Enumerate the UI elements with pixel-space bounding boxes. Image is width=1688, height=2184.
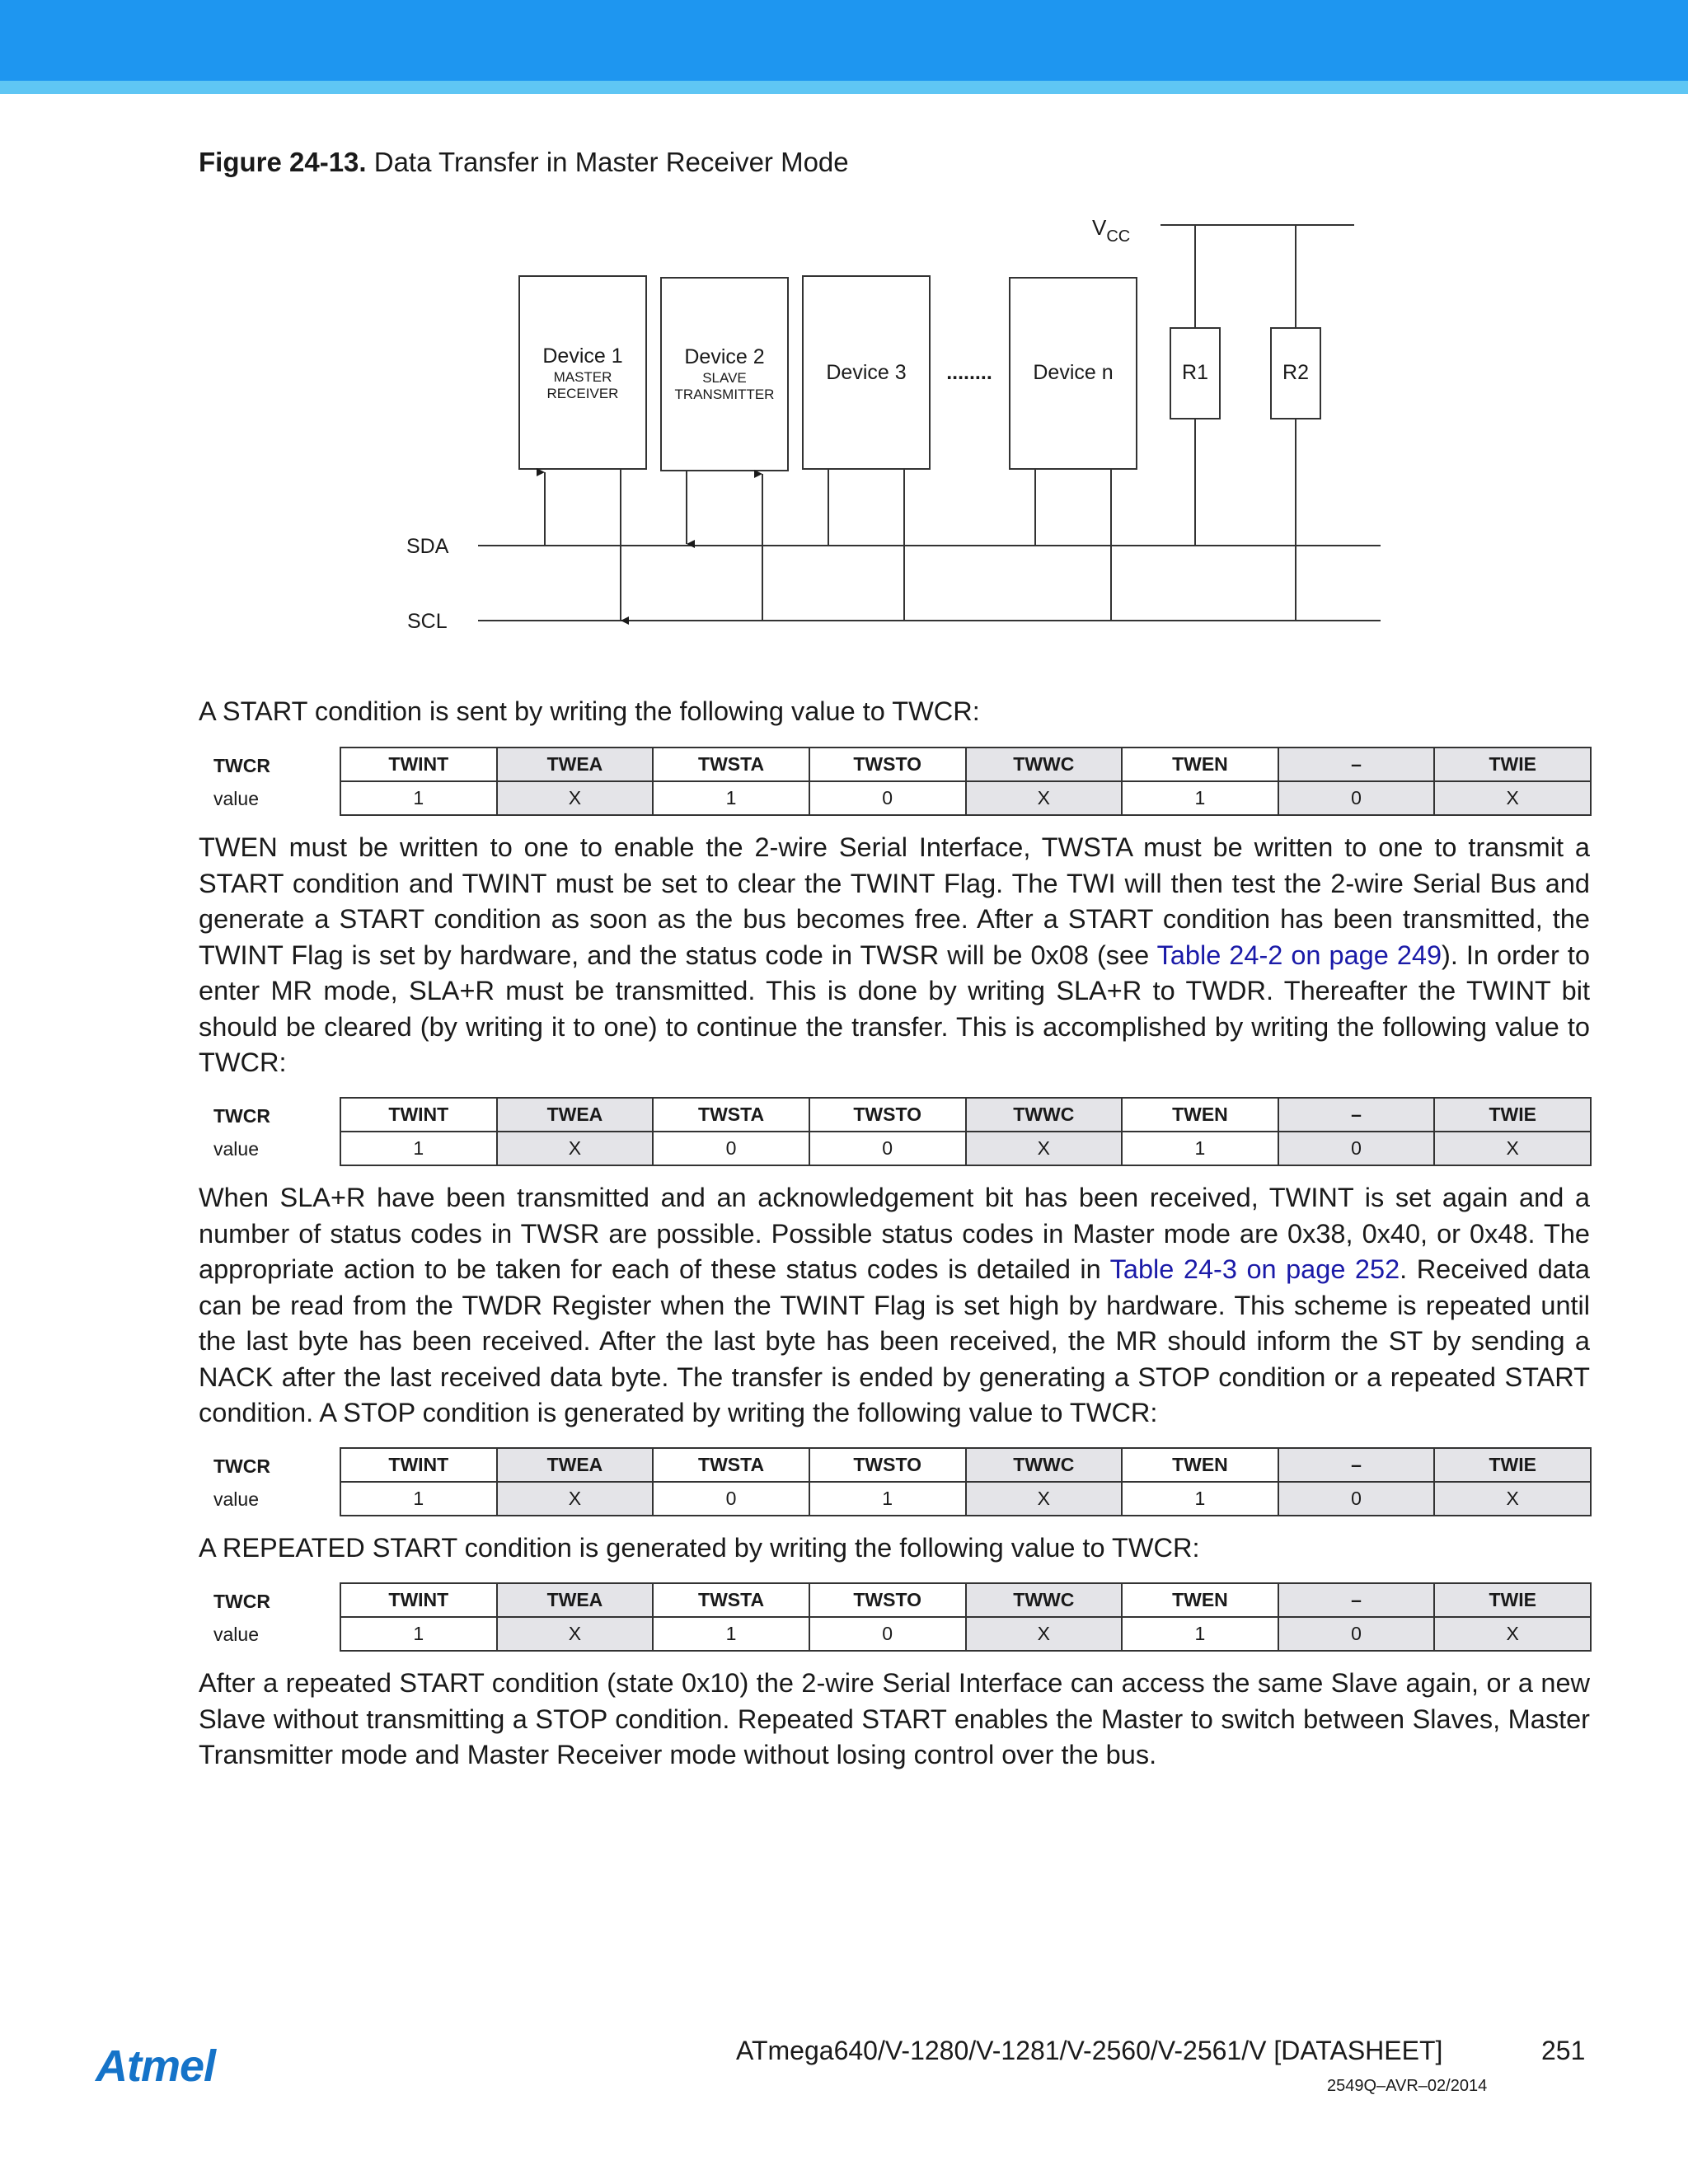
bit-value: X (497, 1617, 654, 1651)
paragraph-text: ). In order to enter MR mode, SLA+R must be transmitted. This is done by writing SLA+R to TWDR. Thereafter the TWINT bit should be cleared (by writing it to one) to continue the transfer. This is accomplished by writing the following value to TWCR: (199, 940, 1590, 1077)
bit-value: X (1434, 1132, 1591, 1165)
bit-header: TWEA (497, 748, 654, 781)
footer-document-code: 2549Q–AVR–02/2014 (1327, 2077, 1488, 2095)
register-label: TWCR (213, 1105, 270, 1127)
bit-header: TWIE (1434, 1098, 1591, 1132)
bit-value: X (1434, 781, 1591, 815)
footer-page-number: 251 (1541, 2036, 1586, 2065)
paragraph-text: When SLA+R have been transmitted and an acknowledgement bit has been received, TWINT is set again and a number of status codes in TWSR are possible. Possible status codes in Master mode are 0x38, 0x40, or 0x48. The appropriate action to be taken for each of these status codes is detailed in (199, 1183, 1590, 1284)
bit-header: TWEA (497, 1448, 654, 1482)
bit-header: TWWC (966, 1098, 1123, 1132)
bit-header: TWINT (340, 1583, 497, 1617)
bit-value: 1 (809, 1482, 966, 1516)
r1-label: R1 (1182, 361, 1208, 384)
atmel-logo: Atmel (96, 2041, 216, 2091)
bit-value: 0 (1278, 781, 1435, 815)
bit-header: TWSTA (653, 748, 809, 781)
bit-header: TWWC (966, 1448, 1123, 1482)
bit-value: X (1434, 1617, 1591, 1651)
device-1-role-1: MASTER (553, 369, 612, 385)
vcc-label: $V_{CC}$ (1092, 215, 1131, 246)
bit-value: 1 (653, 781, 809, 815)
bit-header: TWINT (340, 1098, 497, 1132)
paragraph-text: TWEN must be written to one to enable the 2-wire Serial Interface, TWSTA must be written to one to transmit a START condition and TWINT must be set to clear the TWINT Flag. The TWI will then test the 2-wire Serial Bus and generate a START condition as soon as the bus becomes free. After a START condition has been transmitted, the TWINT Flag is set by hardware, and the status code in TWSR will be 0x08 (see (199, 832, 1590, 970)
paragraph-start: A START condition is sent by writing the following value to TWCR: (199, 696, 980, 726)
device-3-name: Device 3 (826, 361, 907, 384)
bit-value: 0 (809, 781, 966, 815)
bit-value: 1 (340, 1617, 497, 1651)
bit-header: – (1278, 1448, 1435, 1482)
bit-header: TWINT (340, 748, 497, 781)
bit-header: TWIE (1434, 1583, 1591, 1617)
register-label: TWCR (213, 755, 270, 776)
bit-header: TWIE (1434, 748, 1591, 781)
bit-header: – (1278, 1098, 1435, 1132)
twcr-table-sla-r (199, 1097, 1592, 1165)
bit-value: 1 (1122, 1617, 1278, 1651)
bit-value: X (966, 781, 1123, 815)
twcr-table-repeated-start (199, 1582, 1592, 1650)
bit-header: TWSTA (653, 1098, 809, 1132)
register-table (340, 747, 1592, 816)
bit-value: 0 (653, 1132, 809, 1165)
bit-header: TWSTO (809, 1583, 966, 1617)
bit-header: TWEA (497, 1098, 654, 1132)
scl-label: SCL (407, 610, 448, 633)
bit-value: 1 (1122, 781, 1278, 815)
bit-value: 1 (340, 1482, 497, 1516)
bit-value: 1 (340, 781, 497, 815)
bit-header: TWSTO (809, 748, 966, 781)
sda-label: SDA (406, 535, 449, 558)
bit-value: 1 (1122, 1482, 1278, 1516)
i2c-bus-diagram (0, 0, 1688, 676)
bit-value: X (497, 781, 654, 815)
bit-value: X (966, 1617, 1123, 1651)
bit-header: TWSTA (653, 1448, 809, 1482)
bit-value: 1 (1122, 1132, 1278, 1165)
paragraph-repeated-start: A REPEATED START condition is generated by writing the following value to TWCR: (199, 1533, 1200, 1563)
bit-header: TWEA (497, 1583, 654, 1617)
bit-value: 1 (340, 1132, 497, 1165)
twcr-table-stop (199, 1447, 1592, 1515)
bit-header: TWSTO (809, 1448, 966, 1482)
device-2-role-2: TRANSMITTER (674, 387, 775, 402)
register-table (340, 1582, 1592, 1652)
device-1-role-2: RECEIVER (546, 386, 619, 401)
paragraph-text: . Received data can be read from the TWDR Register when the TWINT Flag is set high by hardware. This scheme is repeated until the last byte has been received. After the last byte has been received, the MR should inform the ST by sending a NACK after the last received data byte. The transfer is ended by generating a STOP condition or a repeated START condition. A STOP condition is generated by writing the following value to TWCR: (199, 1254, 1590, 1427)
bit-header: TWWC (966, 748, 1123, 781)
bit-value: 0 (653, 1482, 809, 1516)
bit-header: TWWC (966, 1583, 1123, 1617)
footer-document-title: ATmega640/V-1280/V-1281/V-2560/V-2561/V [DATASHEET] (736, 2036, 1443, 2065)
bit-header: TWEN (1122, 748, 1278, 781)
value-label: value (213, 788, 259, 809)
bit-value: 1 (653, 1617, 809, 1651)
bit-value: X (497, 1132, 654, 1165)
device-2-role-1: SLAVE (702, 370, 747, 386)
bit-value: X (497, 1482, 654, 1516)
bit-value: 0 (1278, 1617, 1435, 1651)
device-2-name: Device 2 (684, 345, 765, 368)
figure-title: Data Transfer in Master Receiver Mode (373, 147, 849, 177)
register-table (340, 1097, 1592, 1166)
bit-header: TWINT (340, 1448, 497, 1482)
register-table (340, 1447, 1592, 1516)
device-1-name: Device 1 (542, 344, 623, 368)
bit-header: – (1278, 748, 1435, 781)
link-table-24-3[interactable]: Table 24-3 on page 252 (1109, 1254, 1400, 1284)
bit-value: 0 (809, 1617, 966, 1651)
bit-value: X (1434, 1482, 1591, 1516)
bit-value: X (966, 1132, 1123, 1165)
value-label: value (213, 1488, 259, 1510)
paragraph-mr-mode (199, 830, 1590, 1081)
register-label: TWCR (213, 1455, 270, 1477)
bit-header: TWSTA (653, 1583, 809, 1617)
ellipsis-label: ........ (946, 361, 992, 384)
bit-header: TWSTO (809, 1098, 966, 1132)
value-label: value (213, 1624, 259, 1645)
bit-value: X (966, 1482, 1123, 1516)
paragraph-status-codes (199, 1180, 1590, 1432)
bit-header: TWEN (1122, 1583, 1278, 1617)
register-label: TWCR (213, 1591, 270, 1612)
twcr-table-start (199, 747, 1592, 814)
bit-value: 0 (1278, 1132, 1435, 1165)
bit-value: 0 (1278, 1482, 1435, 1516)
bit-header: – (1278, 1583, 1435, 1617)
r2-label: R2 (1282, 361, 1309, 384)
value-label: value (213, 1138, 259, 1160)
bit-header: TWEN (1122, 1098, 1278, 1132)
paragraph-after-repeated-start: After a repeated START condition (state 0x10) the 2-wire Serial Interface can access the same Slave again, or a new Slave without transmitting a STOP condition. Repeated START enables the Master to switch between Slaves, Master Transmitter mode and Master Receiver mode without losing control over the bus. (199, 1668, 1590, 1769)
bit-value: 0 (809, 1132, 966, 1165)
bit-header: TWEN (1122, 1448, 1278, 1482)
figure-number: Figure 24-13. (199, 147, 367, 177)
bit-header: TWIE (1434, 1448, 1591, 1482)
device-n-name: Device n (1033, 361, 1114, 384)
link-table-24-2[interactable]: Table 24-2 on page 249 (1156, 940, 1442, 970)
